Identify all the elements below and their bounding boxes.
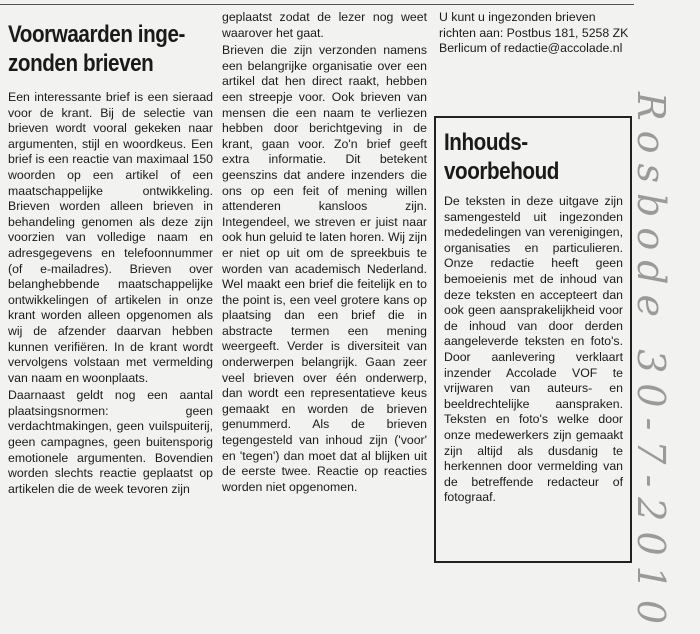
article-paragraph: geplaatst zodat de lezer nog weet waarover het gaat. — [222, 10, 427, 40]
submission-address: U kunt u ingezonden brieven richten aan: Postbus 181, 5258 ZK Berlicum of redactie@accolade.nl — [439, 10, 629, 56]
article-column-2 — [222, 10, 427, 497]
article-paragraph: Brieven die zijn verzonden namens een belangrijke organisatie over een artikel dat hen direct raakt, hebben een streepje voor. Ook brieven van mensen die een naam te verliezen hebben door berichtgeving in de krant, gaan voor. Zo'n brief geeft extra informatie. Dit betekent geenszins dat andere inzenders die ons op een feit of mening willen attenderen kansloos zijn. Integendeel, we streven er juist naar ook hun geluid te laten horen. Wij zijn er niet op uit om de spreekbuis te worden van academisch Nederland. Wel maakt een brief die feitelijk en to the point is, een veel grotere kans op plaatsing dan een brief die in abstracte termen een mening weergeeft. Verder is diversiteit van onderwerpen belangrijk. Gaan zeer veel brieven over één onderwerp, dan wordt een representatieve keus gemaakt en worden de brieven genummerd. Als de brieven tegengesteld van inhoud zijn ('voor' en 'tegen') dan moet dat al blijken uit de eerste twee. Reactie op reacties worden niet opgenomen. — [222, 43, 427, 494]
disclaimer-headline-line-1: Inhouds- — [444, 129, 528, 156]
article-paragraph: Daarnaast geldt nog een aantal plaatsingsnormen: geen verdachtmakingen, geen vuilspuiterij, geen campagnes, geen buitensporig emotionele argumenten. Bovendien worden slechts reactie geplaatst op artikelen die de week tevoren zijn — [8, 388, 213, 496]
handwritten-annotation — [603, 92, 683, 634]
disclaimer-headline — [444, 128, 598, 186]
article-headline — [8, 20, 184, 78]
handwritten-source-date: Rosbode 30-7-2010 — [629, 92, 673, 634]
disclaimer-body: De teksten in deze uitgave zijn samengesteld uit ingezonden mededelingen van verenigingen, organisaties en particulieren. Onze redactie heeft geen bemoeienis met de inhoud van deze teksten en accepteert dan ook geen aansprakelijkheid voor de inhoud van door derden aangeleverde teksten en foto's. Door aanlevering verklaart inzender Accolade VOF te vrijwaren van auteurs- en beeldrechtelijke aanspraken. Teksten en foto's welke door onze medewerkers zijn gemaakt zijn altijd als dusdanig te herkennen door vermelding van de betreffende redacteur of fotograaf. — [444, 194, 623, 505]
article-column-1 — [8, 10, 213, 499]
headline-line-1: Voorwaarden inge- — [8, 21, 185, 48]
headline-line-2: zonden brieven — [8, 50, 154, 77]
disclaimer-headline-line-2: voorbehoud — [444, 158, 559, 185]
article-paragraph: Een interessante brief is een sieraad voor de krant. Bij de selectie van brieven wordt vooral gekeken naar argumenten, stijl en woordkeus. Een brief is een reactie van maximaal 150 woorden op een artikel of een maatschappelijke ontwikkeling. Brieven worden alleen brieven in behandeling genomen als deze zijn voorzien van volledige naam en adresgegevens en telefoonnummer (of e-mailadres). Brieven over belanghebbende maatschappelijke ontwikkelingen of artikelen in onze krant worden alleen opgenomen als wij de afzender daarvan hebben kunnen verifiëren. In de krant wordt vervolgens volstaan met vermelding van naam en woonplaats. — [8, 90, 213, 385]
top-rule — [0, 4, 634, 5]
